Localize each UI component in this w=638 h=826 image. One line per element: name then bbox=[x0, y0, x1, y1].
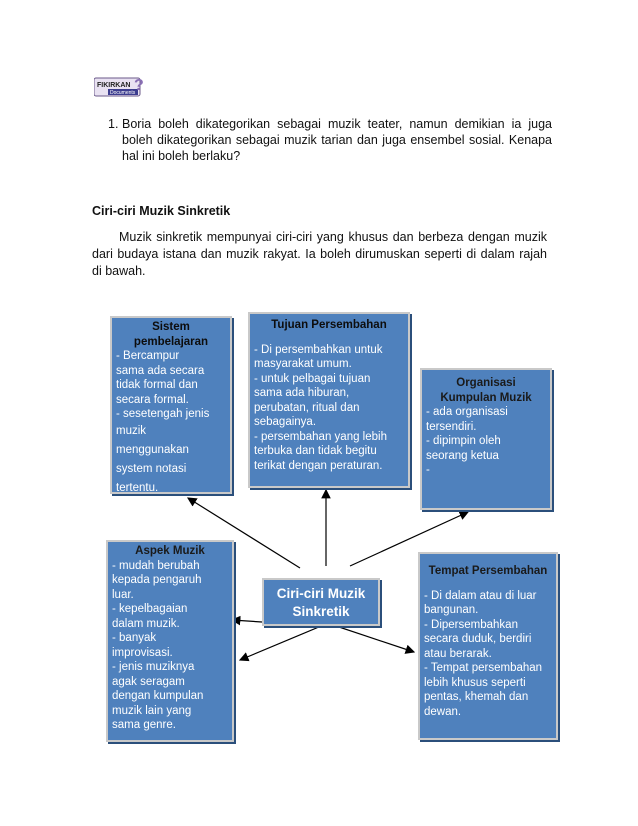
line: perubatan, ritual dan bbox=[254, 401, 360, 414]
line: - Bercampur bbox=[116, 350, 180, 362]
question-text: Boria boleh dikategorikan sebagai muzik teater, namun demikian ia juga boleh dikategorikan sebagai muzik tarian dan juga ensembel sosial. Kenapa hal ini boleh berlaku? bbox=[122, 117, 552, 163]
box-aspek-muzik bbox=[106, 540, 234, 742]
box-tempat-persembahan bbox=[418, 552, 558, 740]
line: - bbox=[426, 464, 430, 476]
intro-paragraph: Muzik sinkretik mempunyai ciri-ciri yang khusus dan berbeza dengan muzik dari budaya istana dan muzik rakyat. Ia boleh dirumuskan seperti di dalam rajah di bawah. bbox=[92, 230, 547, 278]
center-title-line1: Ciri-ciri Muzik bbox=[276, 586, 366, 601]
line: - ada organisasi bbox=[426, 406, 508, 418]
line: - sesetengah jenis bbox=[116, 408, 210, 420]
line: secara formal. bbox=[116, 393, 189, 406]
box-title: Sistem bbox=[152, 321, 190, 333]
box-body bbox=[112, 559, 228, 733]
question-number: 1. bbox=[108, 117, 119, 131]
line: luar. bbox=[112, 588, 134, 601]
line: tersendiri. bbox=[426, 420, 477, 433]
arrow-to-tempat-right bbox=[330, 624, 414, 652]
line: pentas, khemah dan bbox=[424, 691, 529, 703]
svg-text:Documents: Documents bbox=[110, 90, 136, 96]
line: - banyak bbox=[112, 632, 157, 644]
box-sistem-pembelajaran bbox=[110, 316, 232, 494]
line: terikat dengan peraturan. bbox=[254, 459, 383, 472]
line: - kepelbagaian bbox=[112, 603, 188, 615]
line: seorang ketua bbox=[426, 449, 499, 462]
line: - Di persembahkan untuk bbox=[254, 343, 383, 356]
box-body bbox=[254, 343, 404, 474]
line: secara duduk, berdiri bbox=[424, 633, 532, 645]
line: dengan kumpulan bbox=[112, 690, 204, 702]
line: bangunan. bbox=[424, 604, 479, 616]
line: atau berarak. bbox=[424, 647, 492, 660]
box-title: Tujuan Persembahan bbox=[271, 319, 387, 331]
line: sama ada secara bbox=[116, 364, 205, 377]
box-tujuan-persembahan bbox=[248, 312, 410, 488]
line: lebih khusus seperti bbox=[424, 676, 526, 689]
box-body bbox=[424, 589, 552, 720]
line: muzik lain yang bbox=[112, 704, 192, 717]
box-title: Aspek Muzik bbox=[135, 545, 205, 557]
svg-text:FIKIRKAN: FIKIRKAN bbox=[97, 82, 131, 89]
line: kepada pengaruh bbox=[112, 574, 202, 586]
line: dewan. bbox=[424, 705, 462, 718]
line: sama genre. bbox=[112, 719, 176, 731]
line: terbuka dan tidak begitu bbox=[254, 445, 377, 457]
line: improvisasi. bbox=[112, 646, 173, 659]
line: - Tempat persembahan bbox=[424, 662, 543, 674]
box-title: pembelajaran bbox=[133, 335, 209, 348]
line: - persembahan yang lebih bbox=[254, 430, 387, 443]
box-title: Kumpulan Muzik bbox=[440, 391, 532, 404]
line: dalam muzik. bbox=[112, 617, 180, 630]
box-title: Tempat Persembahan bbox=[428, 565, 548, 577]
center-title-line2: Sinkretik bbox=[292, 604, 350, 619]
line: system notasi bbox=[116, 462, 187, 475]
line: tertentu. bbox=[116, 481, 159, 494]
line: tidak formal dan bbox=[116, 379, 198, 391]
box-organisasi-kumpulan-muzik bbox=[420, 368, 552, 510]
line: masyarakat umum. bbox=[254, 358, 352, 370]
box-body bbox=[116, 349, 226, 498]
arrow-to-tempat bbox=[240, 624, 326, 660]
line: - Di dalam atau di luar bbox=[424, 589, 537, 602]
line: - dipimpin oleh bbox=[426, 435, 501, 447]
box-body bbox=[426, 405, 546, 478]
line: - untuk pelbagai tujuan bbox=[254, 372, 371, 385]
line: muzik bbox=[116, 424, 147, 437]
line: sebagainya. bbox=[254, 416, 317, 428]
box-title: Organisasi bbox=[456, 377, 516, 389]
line: agak seragam bbox=[112, 675, 185, 688]
line: - mudah berubah bbox=[112, 559, 200, 572]
line: menggunakan bbox=[116, 443, 189, 456]
arrow-to-aspek bbox=[232, 620, 262, 622]
line: sama ada hiburan, bbox=[254, 387, 350, 399]
section-heading: Ciri-ciri Muzik Sinkretik bbox=[92, 204, 231, 218]
box-ciri-ciri-center bbox=[262, 578, 380, 626]
line: - jenis muziknya bbox=[112, 661, 195, 673]
line: - Dipersembahkan bbox=[424, 618, 518, 631]
svg-text:?: ? bbox=[134, 77, 144, 94]
